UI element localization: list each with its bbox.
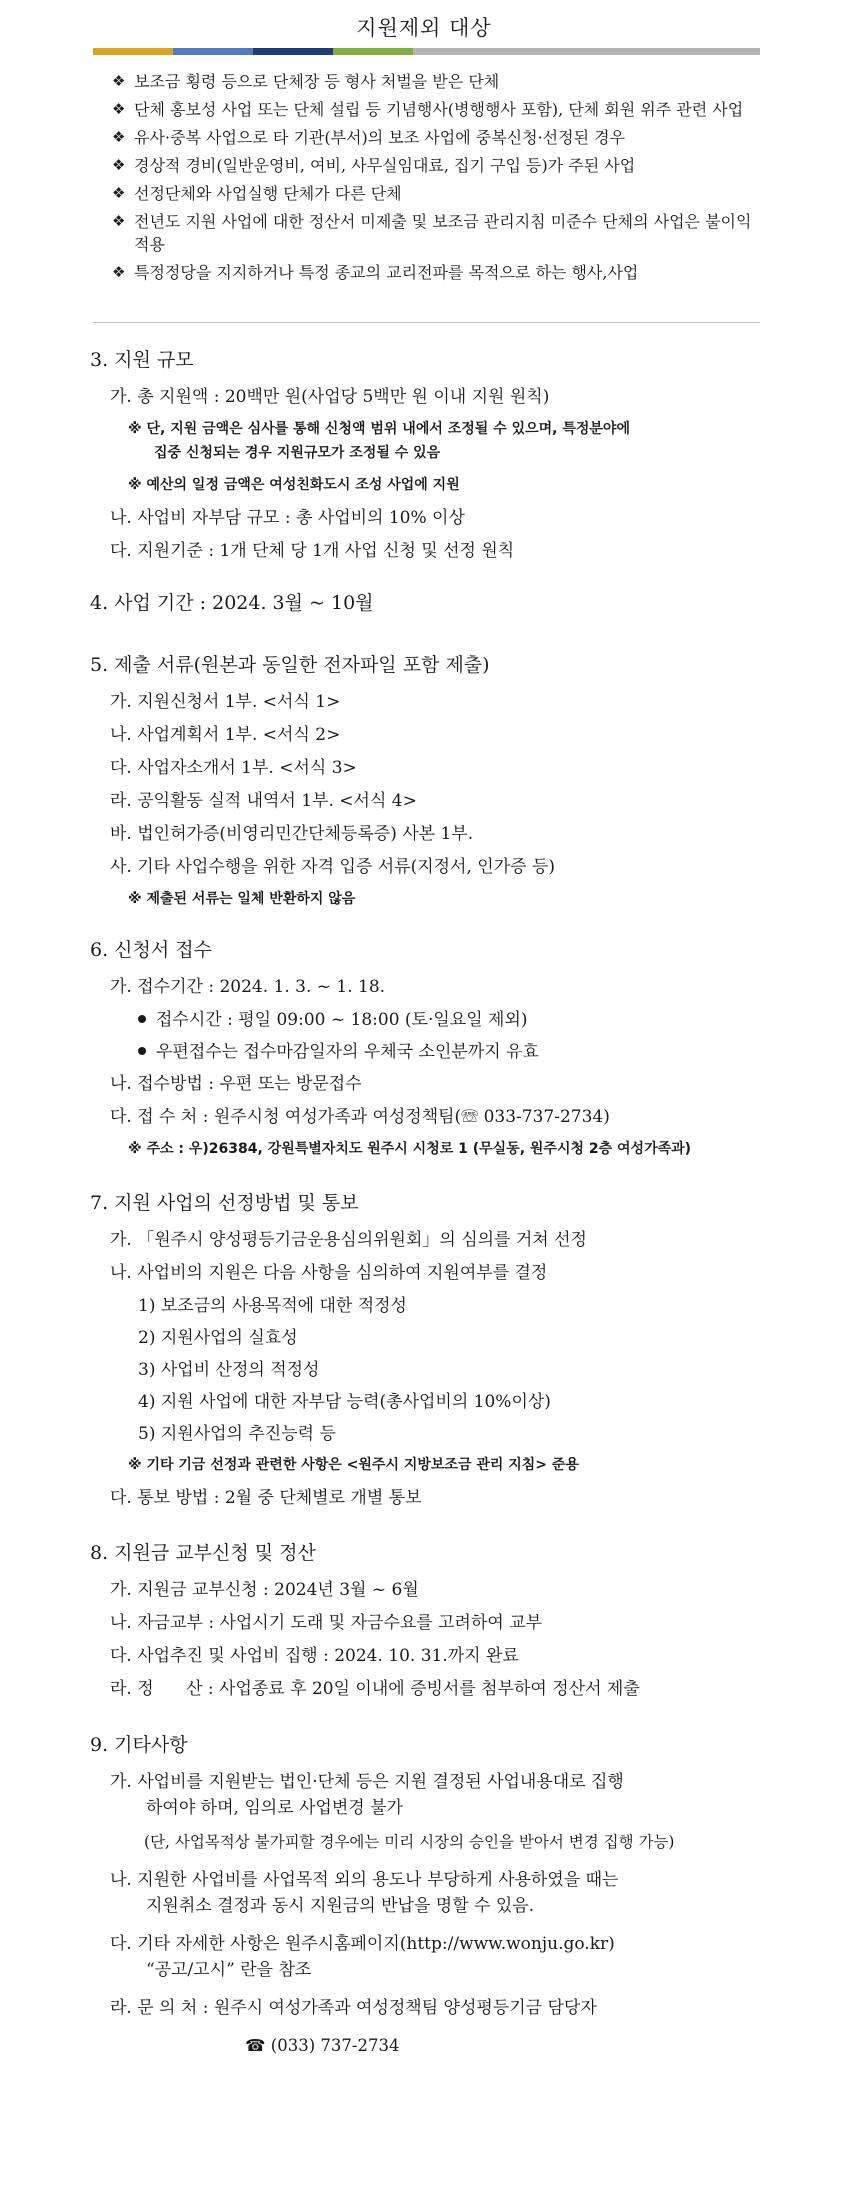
section-settlement bbox=[90, 1538, 790, 1709]
diamond-bullet-icon: ❖ bbox=[112, 128, 126, 146]
list-item: ❖ 전년도 지원 사업에 대한 정산서 미제출 및 보조금 관리지침 미준수 단체의 사업은 불이익 적용 bbox=[112, 212, 752, 254]
list-item: 2) 지원사업의 실효성 bbox=[138, 1328, 298, 1348]
list-item: 다. 사업자소개서 1부. <서식 3> bbox=[110, 758, 357, 778]
list-item: 5) 지원사업의 추진능력 등 bbox=[138, 1424, 336, 1444]
misc-item-c: 다. 기타 자세한 사항은 원주시홈페이지(http://www.wonju.go.kr) “공고/고시” 란을 참조 bbox=[110, 1934, 615, 1980]
notice-method: 다. 통보 방법 : 2월 중 단체별로 개별 통보 bbox=[110, 1488, 422, 1508]
diamond-bullet-icon: ❖ bbox=[112, 100, 126, 118]
note-adjust-1: ※ 단, 지원 금액은 심사를 통해 신청액 범위 내에서 조정될 수 있으며, 특정분야에 bbox=[128, 421, 630, 437]
diamond-bullet-icon: ❖ bbox=[112, 263, 126, 281]
section-support-scale bbox=[90, 345, 790, 571]
list-item: 다. 사업추진 및 사업비 집행 : 2024. 10. 31.까지 완료 bbox=[110, 1646, 519, 1666]
list-item: 4) 지원 사업에 대한 자부담 능력(총사업비의 10%이상) bbox=[138, 1392, 551, 1412]
list-item: 가. 지원금 교부신청 : 2024년 3월 ~ 6월 bbox=[110, 1580, 419, 1600]
section-misc bbox=[90, 1730, 790, 2059]
application-method: 나. 접수방법 : 우편 또는 방문접수 bbox=[110, 1074, 362, 1094]
list-item: 라. 공익활동 실적 내역서 1부. <서식 4> bbox=[110, 791, 417, 811]
section-heading: 6. 신청서 접수 bbox=[90, 939, 212, 961]
list-item: 사. 기타 사업수행을 위한 자격 입증 서류(지정서, 인가증 등) bbox=[110, 857, 556, 877]
section-heading: 4. 사업 기간 : 2024. 3월 ~ 10월 bbox=[90, 592, 374, 614]
note-women-friendly: ※ 예산의 일정 금액은 여성친화도시 조성 사업에 지원 bbox=[128, 477, 460, 493]
support-criteria: 다. 지원기준 : 1개 단체 당 1개 사업 신청 및 선정 원칙 bbox=[110, 541, 515, 561]
support-total: 가. 총 지원액 : 20백만 원(사업당 5백만 원 이내 지원 원칙) bbox=[110, 387, 550, 407]
misc-item-a: 가. 사업비를 지원받는 법인·단체 등은 지원 결정된 사업내용대로 집행 하여야 하며, 임의로 사업변경 불가 (단, 사업목적상 불가피할 경우에는 미리 시장의 승인을 받아서 변경 집행 가능) bbox=[110, 1772, 675, 1851]
misc-item-b: 나. 지원한 사업비를 사업목적 외의 용도나 부당하게 사용하였을 때는 지원취소 결정과 동시 지원금의 반납을 명할 수 있음. bbox=[110, 1870, 619, 1916]
list-item: 3) 사업비 산정의 적정성 bbox=[138, 1360, 320, 1380]
exclusion-list bbox=[112, 70, 762, 289]
section-heading: 3. 지원 규모 bbox=[90, 349, 194, 371]
color-bar-segment-1 bbox=[93, 48, 173, 55]
list-item: 1) 보조금의 사용목적에 대한 적정성 bbox=[138, 1296, 407, 1316]
section-heading: 7. 지원 사업의 선정방법 및 통보 bbox=[90, 1192, 359, 1214]
diamond-bullet-icon: ❖ bbox=[112, 184, 126, 202]
list-item: 바. 법인허가증(비영리민간단체등록증) 사본 1부. bbox=[110, 824, 474, 844]
list-item: ❖ 특정정당을 지지하거나 특정 종교의 교리전파를 목적으로 하는 행사,사업 bbox=[112, 263, 639, 282]
bullet-postal: 우편접수는 접수마감일자의 우체국 소인분까지 유효 bbox=[90, 1039, 790, 1065]
note-no-return: ※ 제출된 서류는 일체 반환하지 않음 bbox=[128, 891, 356, 907]
diamond-bullet-icon: ❖ bbox=[112, 72, 126, 90]
color-bar-segment-5 bbox=[413, 48, 760, 55]
color-bar-segment-3 bbox=[253, 48, 333, 55]
selection-criteria: 나. 사업비의 지원은 다음 사항을 심의하여 지원여부를 결정 bbox=[110, 1263, 548, 1283]
diamond-bullet-icon: ❖ bbox=[112, 212, 126, 230]
note-guideline: ※ 기타 기금 선정과 관련한 사항은 <원주시 지방보조금 관리 지침> 준용 bbox=[128, 1457, 579, 1473]
list-item: ❖ 보조금 횡령 등으로 단체장 등 형사 처벌을 받은 단체 bbox=[112, 72, 500, 91]
list-item: ❖ 단체 홍보성 사업 또는 단체 설립 등 기념행사(병행행사 포함), 단체 회원 위주 관련 사업 bbox=[112, 100, 744, 119]
color-bar-segment-2 bbox=[173, 48, 253, 55]
list-item: ❖ 선정단체와 사업실행 단체가 다른 단체 bbox=[112, 184, 402, 203]
divider bbox=[93, 322, 760, 323]
application-period: 가. 접수기간 : 2024. 1. 3. ~ 1. 18. bbox=[110, 977, 386, 997]
section-selection bbox=[90, 1188, 790, 1518]
self-burden: 나. 사업비 자부담 규모 : 총 사업비의 10% 이상 bbox=[110, 508, 465, 528]
note-adjust-2: 집중 신청되는 경우 지원규모가 조정될 수 있음 bbox=[154, 445, 441, 461]
selection-review: 가. 「원주시 양성평등기금운용심의위원회」의 심의를 거쳐 선정 bbox=[110, 1230, 587, 1250]
section-application bbox=[90, 935, 790, 1169]
section-heading: 5. 제출 서류(원본과 동일한 전자파일 포함 제출) bbox=[90, 654, 490, 676]
list-item: 나. 자금교부 : 사업시기 도래 및 자금수요를 고려하여 교부 bbox=[110, 1613, 543, 1633]
exclusion-title: 지원제외 대상 bbox=[356, 16, 492, 40]
section-period bbox=[90, 588, 790, 627]
list-item: 라. 정 산 : 사업종료 후 20일 이내에 증빙서를 첨부하여 정산서 제출 bbox=[110, 1679, 640, 1699]
list-item: ❖ 경상적 경비(일반운영비, 여비, 사무실임대료, 집기 구입 등)가 주된 사업 bbox=[112, 156, 636, 175]
misc-item-d: 라. 문 의 처 : 원주시 여성가족과 여성정책팀 양성평등기금 담당자 bbox=[110, 1998, 597, 2018]
section-heading: 9. 기타사항 bbox=[90, 1734, 188, 1756]
list-item: ❖ 유사·중복 사업으로 타 기관(부서)의 보조 사업에 중복신청·선정된 경우 bbox=[112, 128, 626, 147]
note-address: ※ 주소 : 우)26384, 강원특별자치도 원주시 시청로 1 (무실동, 원주시청 2층 여성가족과) bbox=[128, 1141, 692, 1157]
diamond-bullet-icon: ❖ bbox=[112, 156, 126, 174]
bullet-dot-icon bbox=[138, 1015, 146, 1023]
bullet-dot-icon bbox=[138, 1047, 146, 1055]
section-documents bbox=[90, 650, 790, 919]
list-item: 가. 지원신청서 1부. <서식 1> bbox=[110, 692, 341, 712]
color-bar-segment-4 bbox=[333, 48, 413, 55]
list-item: 나. 사업계획서 1부. <서식 2> bbox=[110, 725, 341, 745]
contact-phone: ☎ (033) 737-2734 bbox=[245, 2036, 400, 2055]
color-bar bbox=[93, 48, 760, 55]
bullet-hours: 접수시간 : 평일 09:00 ~ 18:00 (토·일요일 제외) bbox=[90, 1007, 790, 1033]
application-office: 다. 접 수 처 : 원주시청 여성가족과 여성정책팀(☏ 033-737-2734) bbox=[110, 1107, 610, 1127]
section-heading: 8. 지원금 교부신청 및 정산 bbox=[90, 1542, 316, 1564]
